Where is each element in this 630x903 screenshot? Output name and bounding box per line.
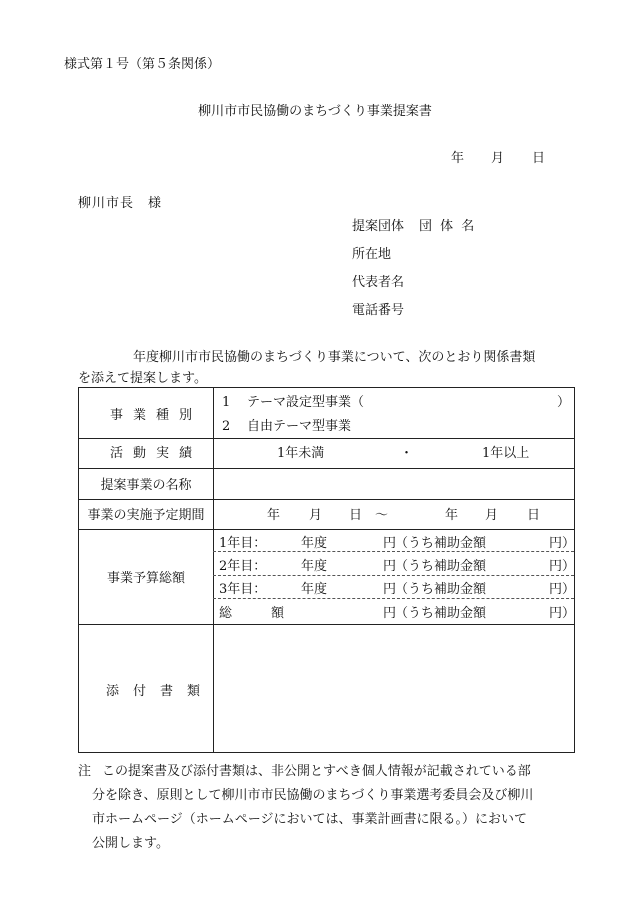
applicant-org-name-label: 団 体 名	[419, 219, 477, 234]
applicant-representative-label: 代表者名	[352, 275, 405, 290]
note-text-line3: 市ホームページ（ホームページにおいては、事業計画書に限る。）において	[92, 812, 527, 827]
budget-subsidy-label: （うち補助金額	[395, 606, 487, 621]
date-day-label: 日	[532, 151, 546, 166]
note-text-line4: 公開します。	[92, 836, 169, 851]
period-start-day: 日	[349, 508, 363, 523]
business-type-option1-close: ）	[557, 395, 571, 410]
applicant-org-label: 提案団体	[352, 219, 405, 234]
period-end-month: 月	[485, 508, 499, 523]
business-type-option2-text: 自由テーマ型事業	[247, 419, 352, 434]
business-type-option1-number: 1	[222, 395, 231, 410]
form-number: 様式第１号（第５条関係）	[64, 57, 221, 72]
date-year-label: 年	[451, 151, 465, 166]
activity-option-under-1yr[interactable]: 1年未満	[277, 446, 325, 461]
proposal-form-table	[78, 387, 575, 753]
budget-fiscal-label: 年度	[301, 582, 328, 597]
period-tilde: ～	[375, 508, 389, 523]
business-type-option2-number: 2	[222, 419, 231, 434]
budget-row-label: 3年目：	[219, 582, 267, 597]
budget-subsidy-label: （うち補助金額	[395, 559, 487, 574]
budget-row-label: 2年目：	[219, 559, 267, 574]
activity-record-label: 活動実績	[109, 446, 202, 461]
applicant-phone-label: 電話番号	[352, 303, 405, 318]
budget-subsidy-close: 円）	[549, 559, 576, 574]
period-label: 事業の実施予定期間	[87, 508, 205, 523]
business-type-option1-text: テーマ設定型事業（	[247, 395, 365, 410]
budget-subsidy-close: 円）	[549, 582, 576, 597]
intro-text-line1: 年度柳川市市民協働のまちづくり事業について、次のとおり関係書類	[133, 350, 536, 365]
project-name-field[interactable]	[215, 470, 573, 498]
attachments-field[interactable]	[215, 626, 573, 750]
activity-separator: ・	[400, 446, 414, 461]
project-name-label: 提案事業の名称	[100, 478, 192, 493]
budget-subsidy-close: 円）	[549, 606, 576, 621]
budget-row-label: 1年目：	[219, 536, 267, 551]
activity-option-over-1yr[interactable]: 1年以上	[482, 446, 530, 461]
budget-yen-label: 円	[383, 606, 397, 621]
intro-text-line2: を添えて提案します。	[78, 371, 207, 386]
budget-yen-label: 円	[383, 582, 397, 597]
document-title: 柳川市市民協働のまちづくり事業提案書	[198, 104, 432, 119]
period-start-year: 年	[267, 508, 281, 523]
budget-yen-label: 円	[383, 536, 397, 551]
budget-subsidy-label: （うち補助金額	[395, 582, 487, 597]
budget-yen-label: 円	[383, 559, 397, 574]
budget-total-label: 事業予算総額	[106, 571, 185, 586]
business-type-option1-field[interactable]	[379, 393, 551, 411]
budget-total-label-part2: 額	[271, 606, 285, 621]
note-label: 注	[78, 764, 92, 779]
period-end-day: 日	[527, 508, 541, 523]
budget-subsidy-label: （うち補助金額	[395, 536, 487, 551]
budget-subsidy-close: 円）	[549, 536, 576, 551]
period-start-month: 月	[309, 508, 323, 523]
period-end-year: 年	[445, 508, 459, 523]
budget-total-label-part1: 総	[219, 606, 233, 621]
note-text-line1: この提案書及び添付書類は、非公開とすべき個人情報が記載されている部	[102, 764, 531, 779]
addressee: 柳川市長 様	[78, 196, 163, 211]
budget-fiscal-label: 年度	[301, 559, 328, 574]
attachments-label: 添付書類	[105, 684, 214, 699]
note-text-line2: 分を除き、原則として柳川市市民協働のまちづくり事業選考委員会及び柳川	[92, 788, 534, 803]
business-type-label: 事業種別	[109, 408, 202, 423]
budget-fiscal-label: 年度	[301, 536, 328, 551]
date-month-label: 月	[491, 151, 505, 166]
applicant-address-label: 所在地	[352, 247, 392, 262]
